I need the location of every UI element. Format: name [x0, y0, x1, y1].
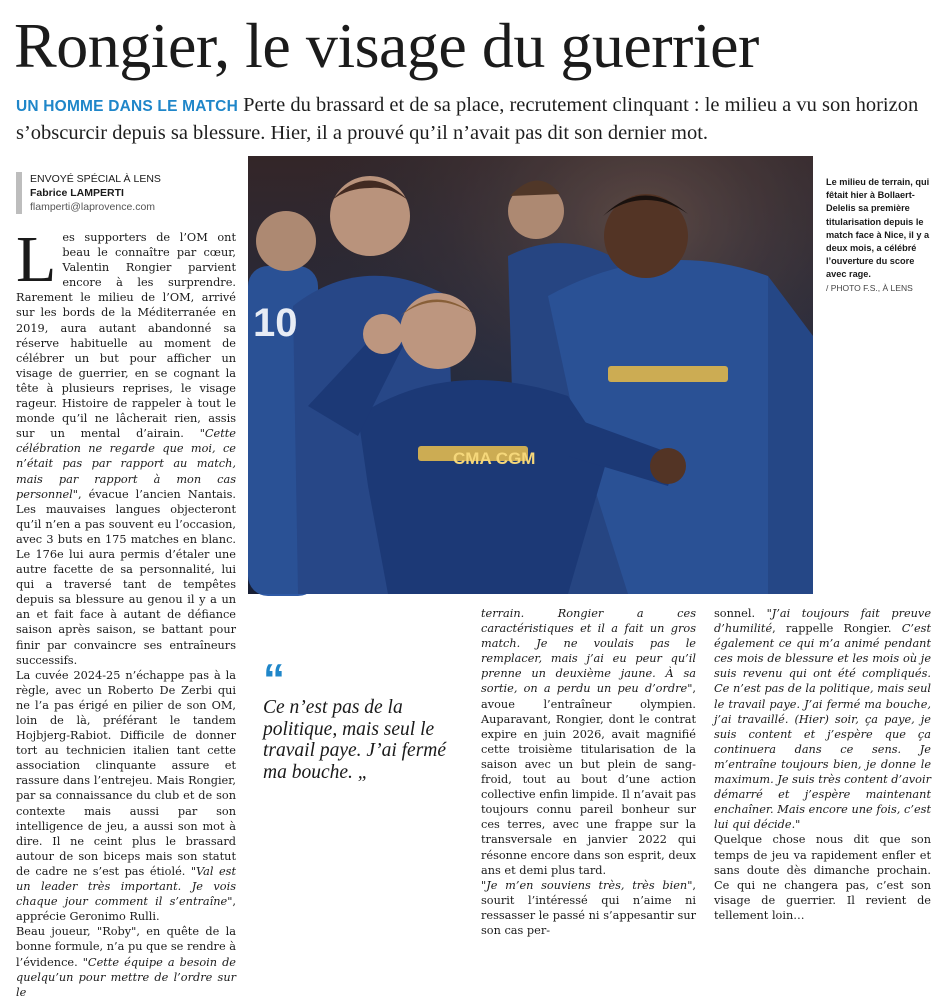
body-text: , évacue l’ancien Nantais. Les mauvaises langues objecteront qu’il n’en a pas souvent eu l’occasion, avec 3 buts en 175 matches en blanc. Le 176e lui aura permis d’étaler une autre facette de sa personnalité, lui qui a traversé tant de tempêtes depuis sa blessure au genou il y a un an et fait face à autant de défiance saison après saison, se battant pour finir par convaincre ses entraîneurs successifs.: [16, 487, 236, 667]
body-column-2: [481, 606, 696, 937]
body-text: es supporters de l’OM ont beau le connaître par cœur, Valentin Rongier parvient encore à les surprendre. Rarement le milieu de l’OM, arrivé sur les bords de la Méditerranée en 2019, aura autant abandonné sa réserve habituelle au moment de célébrer un but pour afficher un visage de guerrier, en se cognant la tête à plusieurs reprises, le visage rageur. Histoire de rappeler à tout le monde qu’il ne lâcherait rien, assis sur un mental d’airain.: [16, 231, 236, 441]
body-text: , avoue l’entraîneur olympien. Auparavant, Rongier, dont le contrat expire en juin 2026, avait magnifié cette troisième titularisation de la saison avec un but plein de sang-froid, tout au bout d’une action collective enfin limpide. Il n’avait pas toujours connu pareil bonheur sur ces terres, avec une frappe sur la transversale en janvier 2022 qui résonne encore dans son esprit, deux ans et demi plus tard.: [481, 682, 696, 877]
byline-author: Fabrice LAMPERTI: [30, 187, 124, 199]
body-quote: terrain. Rongier a ces caractéristiques et il a fait un gros match. Je ne voulais pas le remplacer, mais j’ai eu peur qu’il prenne un deuxième jaune. À sa sortie, on a perdu un peu d’ordre": [481, 607, 696, 696]
body-paragraph: [714, 832, 931, 923]
byline-email: flamperti@laprovence.com: [30, 201, 156, 213]
body-paragraph: [481, 606, 696, 878]
pull-quote: [263, 655, 463, 783]
article-headline: Rongier, le visage du guerrier: [14, 10, 759, 81]
body-quote: "Je m’en souviens très, très bien": [481, 878, 693, 892]
body-quote: "Val est un leader très important. Je vois chaque jour comment il s’entraîne": [16, 864, 236, 909]
body-quote: "Cette équipe a besoin de quelqu’un pour mettre de l’ordre sur le: [16, 955, 236, 999]
photo-illustration: [248, 156, 813, 594]
article-deck: [16, 92, 931, 146]
shirt-number-text: 10: [253, 301, 298, 345]
body-text: Beau joueur, "Roby", en quête de la bonne formule, n’a pu que se rendre à l’évidence.: [16, 925, 236, 969]
photo-credit: / PHOTO F.S., À LENS: [826, 282, 913, 293]
quote-mark-icon: “: [263, 655, 285, 704]
body-paragraph: [16, 924, 236, 999]
body-text: sonnel.: [714, 607, 767, 620]
body-quote: "Cette célébration ne regarde que moi, ce n’était pas par rapport au match, mais par rapport à mon cas personnel": [16, 427, 236, 501]
body-quote: "J’ai toujours fait preuve d’humilité: [714, 607, 932, 636]
body-text: Quelque chose nous dit que son temps de jeu va rapidement enfler et sans doute dès dimanche prochain. Ce qui ne changera pas, c’est son visage de guerrier. Il revient de tellement loin…: [714, 833, 931, 922]
body-paragraph: [714, 606, 931, 832]
body-column-1: [16, 223, 236, 999]
body-text: La cuvée 2024-25 n’échappe pas à la règle, avec un Roberto De Zerbi qui ne l’a pas érigé en pilier de son OM, loin de là, préférant le tandem Hojbjerg-Rabiot. Difficile de donner tort au technicien italien tant cette association clinquante assure et rassure dans l’entrejeu. Mais Rongier, par sa connaissance du club et de son contexte mais aussi par son intelligence de jeu, a aussi son mot à dire. Il ne ceint plus le brassard autour de son biceps mais son statut de cadre ne s’est pas étiolé.: [16, 668, 236, 878]
photo-caption: [826, 176, 936, 295]
byline-label: ENVOYÉ SPÉCIAL À LENS: [30, 173, 161, 185]
shirt-sponsor-text: CMA CGM: [453, 449, 536, 468]
caption-text: Le milieu de terrain, qui fêtait hier à Bollaert-Delelis sa première titularisation depuis le match face à Nice, il y a deux mois, a célébré l’ouverture du score avec rage.: [826, 177, 930, 280]
deck-kicker: UN HOMME DANS LE MATCH: [16, 98, 238, 115]
body-text: , apprécie Geronimo Rulli.: [16, 895, 236, 924]
pull-quote-text: Ce n’est pas de la politique, mais seul le travail paye. J’ai fermé ma bouche. „: [263, 697, 447, 783]
deck-text: Perte du brassard et de sa place, recrutement clinquant : le milieu a vu son horizon s’obscurcir depuis sa blessure. Hier, il a prouvé qu’il n’avait pas dit son dernier mot.: [16, 94, 919, 144]
body-quote: C’est également ce qui m’a animé pendant ces mois de blessure et les mois où je suis revenu qui ont été compliqués. Ce n’est pas de la politique, mais seul le travail paye. J’ai fermé ma bouche, j’ai travaillé. (Hier) soir, ça paye, je suis content et j’espère que ça continuera dans ce sens. Je m’entraîne toujours bien, je donne le maximum. Je suis très content d’avoir démarré et j’espère maintenant enchaîner. Mais encore une fois, c’est lui qui décide.": [714, 622, 931, 832]
drop-cap: L: [16, 223, 57, 296]
body-paragraph: [16, 668, 236, 925]
body-paragraph: [481, 878, 696, 938]
match-photo: [248, 156, 813, 594]
body-column-3: [714, 606, 932, 922]
byline: [16, 172, 250, 214]
body-text: , rappelle Rongier.: [772, 622, 902, 636]
body-paragraph: [16, 223, 236, 668]
body-text: , sourit l’intéressé qui n’aime ni ressasser le passé ni s’appesantir sur son cas per-: [481, 878, 696, 937]
